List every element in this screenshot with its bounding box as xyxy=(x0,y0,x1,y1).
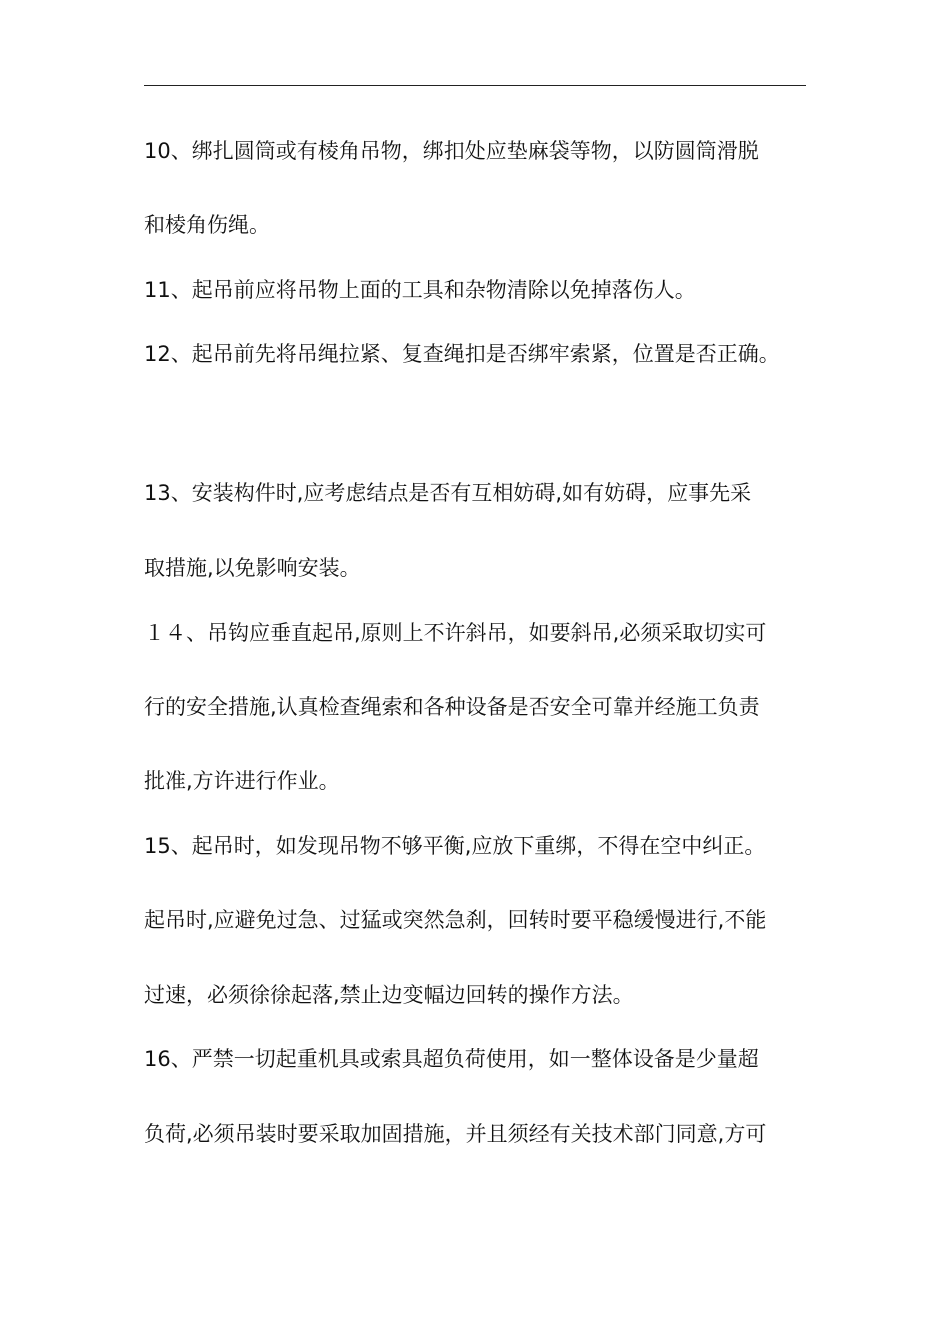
text-line: 负荷,必须吊装时要采取加固措施，并且须经有关技术部门同意,方可 xyxy=(144,1122,767,1146)
text-line: 11、起吊前应将吊物上面的工具和杂物清除以免掉落伤人。 xyxy=(144,278,696,302)
text-line: 13、安装构件时,应考虑结点是否有互相妨碍,如有妨碍，应事先采 xyxy=(144,481,752,505)
text-line: 16、严禁一切起重机具或索具超负荷使用，如一整体设备是少量超 xyxy=(144,1047,759,1071)
top-divider xyxy=(144,85,806,86)
text-line: １４、吊钩应垂直起吊,原则上不许斜吊，如要斜吊,必须采取切实可 xyxy=(144,621,767,645)
text-line: 和棱角伤绳。 xyxy=(144,213,270,237)
text-line: 10、绑扎圆筒或有棱角吊物，绑扣处应垫麻袋等物，以防圆筒滑脱 xyxy=(144,139,759,163)
text-line: 批准,方许进行作业。 xyxy=(144,769,340,793)
text-line: 12、起吊前先将吊绳拉紧、复查绳扣是否绑牢索紧，位置是否正确。 xyxy=(144,342,780,366)
text-line: 过速，必须徐徐起落,禁止边变幅边回转的操作方法。 xyxy=(144,983,634,1007)
text-line: 起吊时,应避免过急、过猛或突然急刹，回转时要平稳缓慢进行,不能 xyxy=(144,908,767,932)
text-line: 取措施,以免影响安装。 xyxy=(144,556,361,580)
text-line: 15、起吊时，如发现吊物不够平衡,应放下重绑，不得在空中纠正。 xyxy=(144,834,766,858)
text-line: 行的安全措施,认真检查绳索和各种设备是否安全可靠并经施工负责 xyxy=(144,695,760,719)
